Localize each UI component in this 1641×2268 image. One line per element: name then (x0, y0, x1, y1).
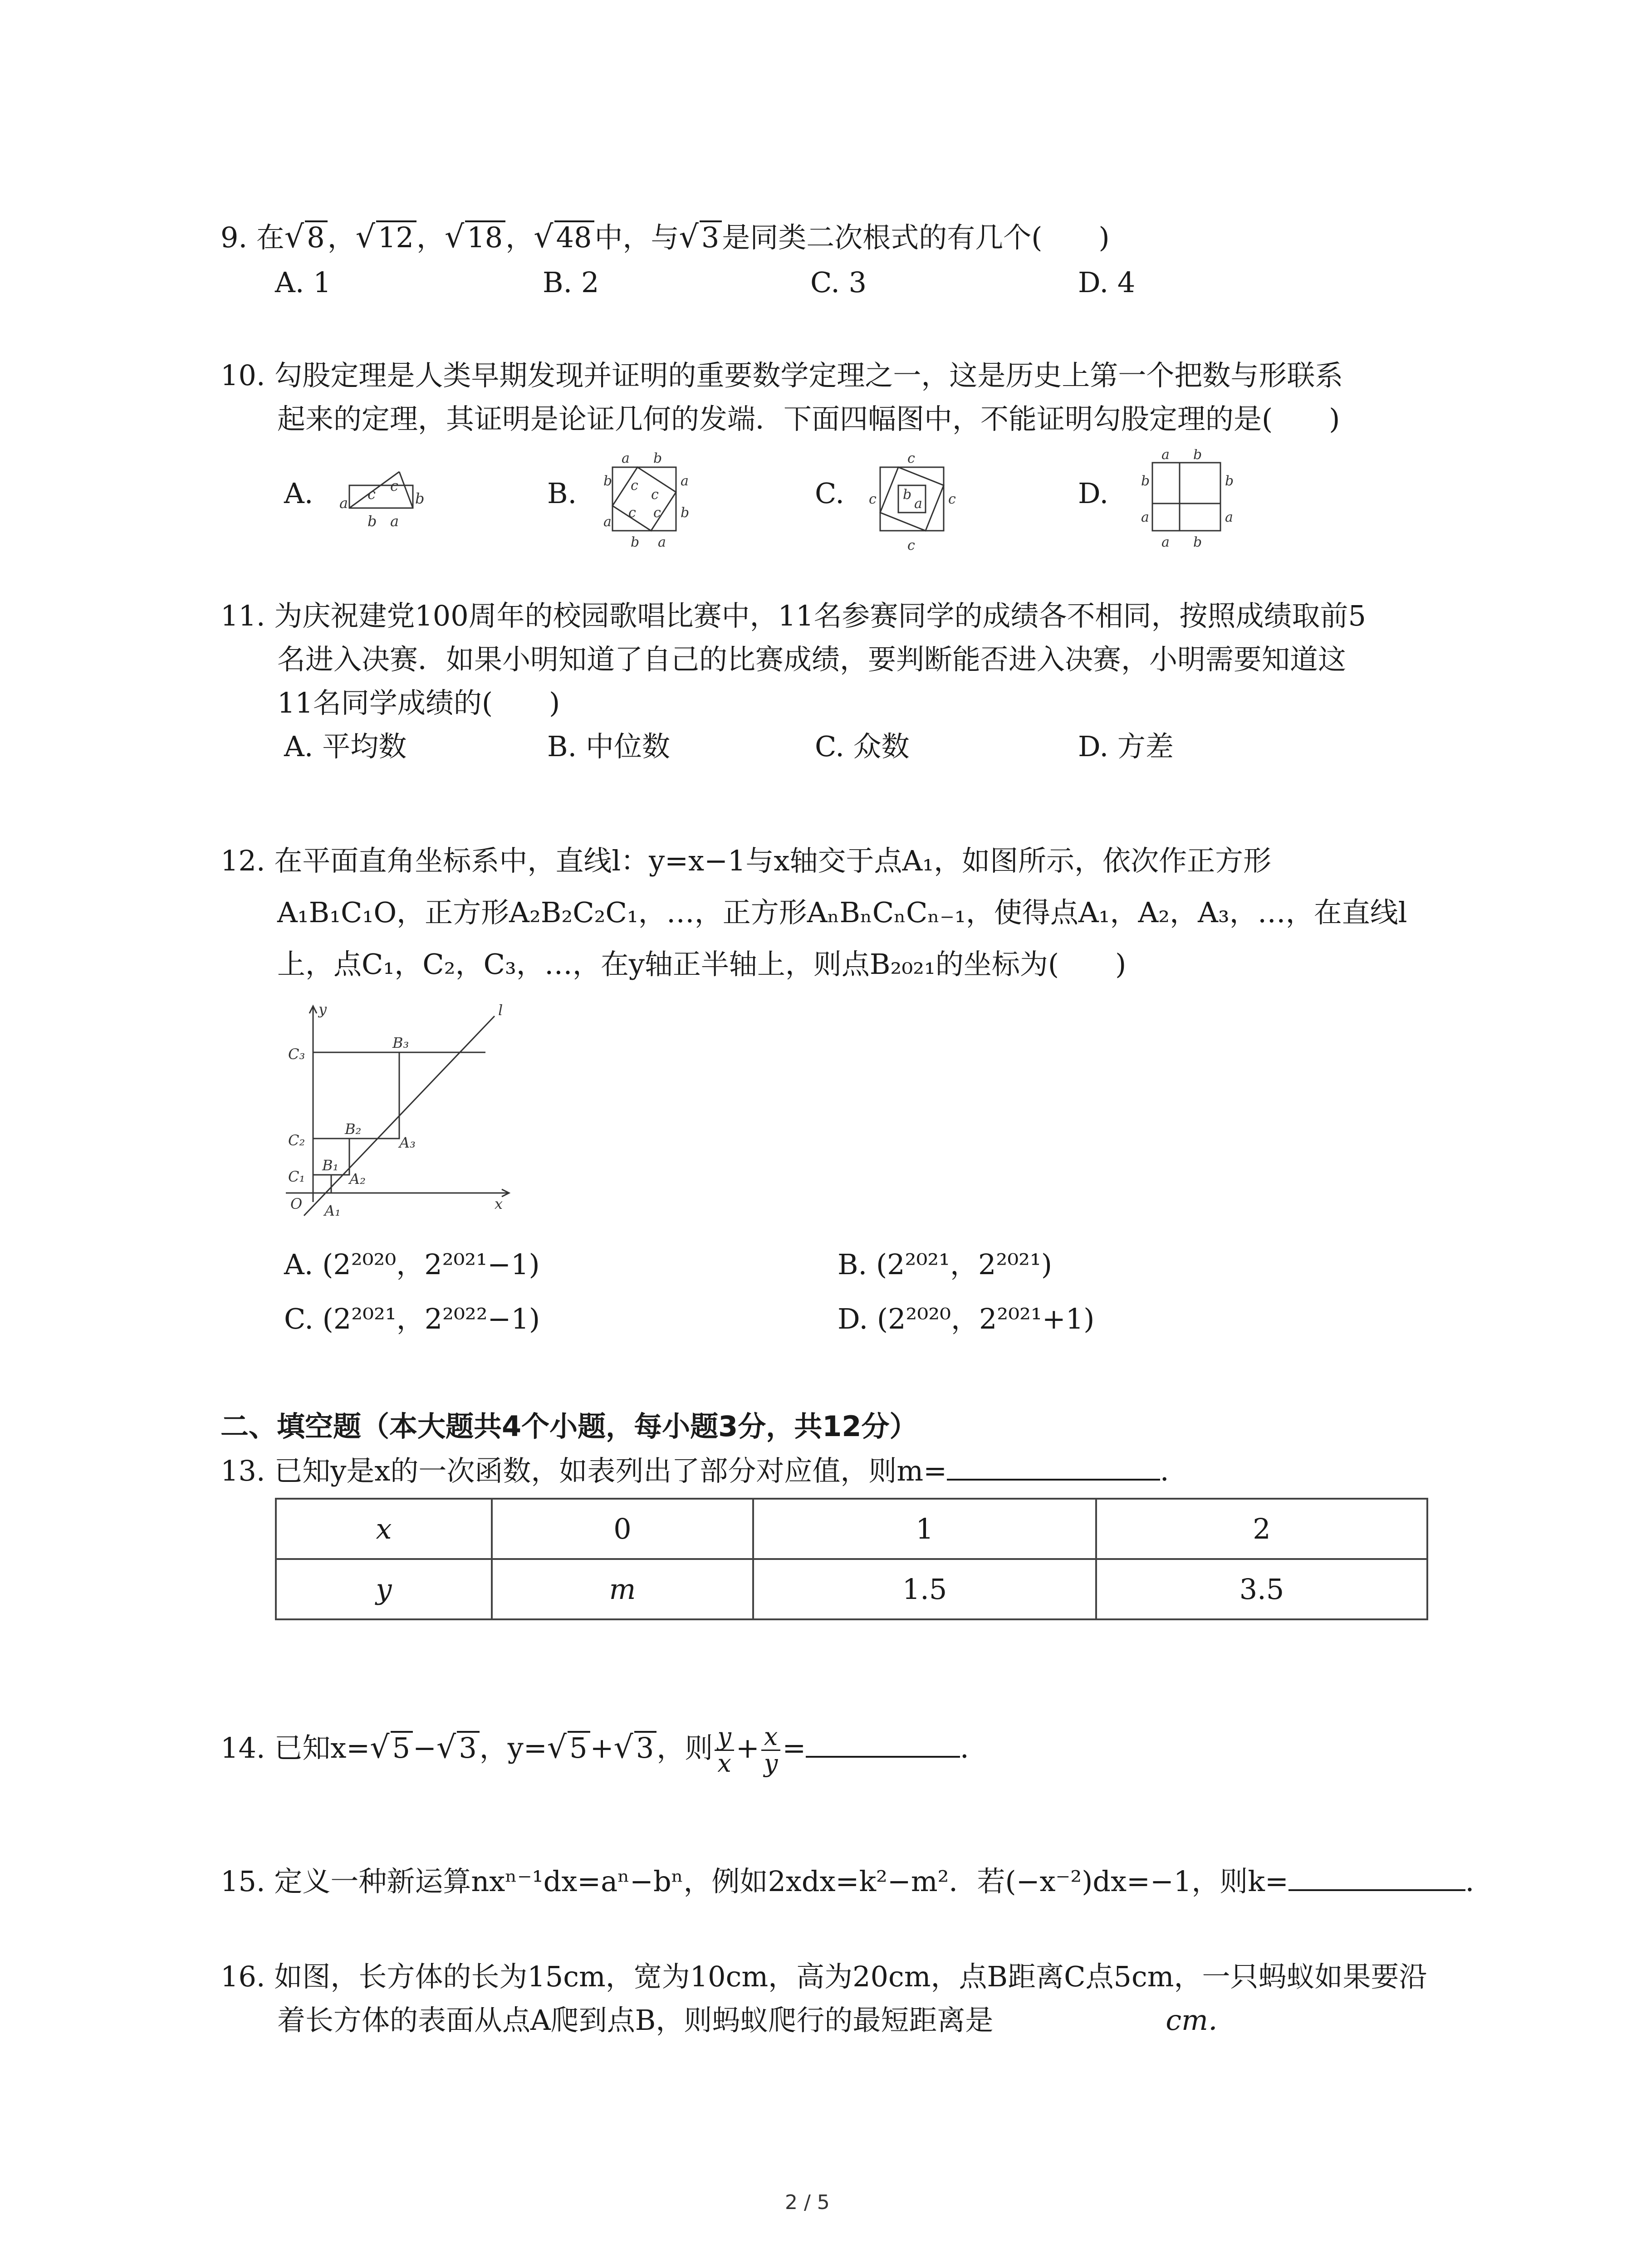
svg-text:C₃: C₃ (288, 1046, 305, 1063)
svg-text:a: a (339, 494, 348, 512)
option-d: D. 4 (1078, 266, 1136, 299)
question-number: 15. (220, 1865, 265, 1898)
question-11: 11. 为庆祝建党100周年的校园歌唱比赛中，11名参赛同学的成绩各不相同，按照成绩取前5 名进入决赛．如果小明知道了自己的比赛成绩，要判断能否进入决赛，小明需要知道这 11名同学成绩的( ) A. 平均数 B. 中位数 C. 众数 D. 方差 (220, 594, 1436, 770)
fraction-x-over-y: $\frac{x}{y}$ (761, 1724, 781, 1777)
option-b: B. (547, 477, 577, 510)
question-14: 14. 已知x=√5−√3，y=√5+√3，则 $\frac{y}{x}$ + $\frac{x}{y}$ = ． (220, 1722, 989, 1778)
question-number: 9. (220, 221, 248, 254)
question-number: 11. (220, 599, 265, 632)
question-number: 12. (220, 844, 265, 877)
svg-text:b: b (903, 487, 912, 503)
svg-text:l: l (498, 1002, 503, 1019)
pythagoras-figure-c (862, 449, 966, 553)
question-9: 9. 在√8，√12，√18，√48中，与√3是同类二次根式的有几个( ) A. 1 B. 2 C. 3 D. 4 (220, 213, 1436, 306)
svg-text:C₂: C₂ (288, 1132, 305, 1149)
option-a: A. (2²⁰²⁰，2²⁰²¹−1) (284, 1248, 540, 1281)
question-12-options (220, 1243, 1436, 1343)
svg-text:B₁: B₁ (322, 1157, 339, 1174)
svg-text:a: a (622, 450, 630, 466)
section-title: 二、填空题（本大题共4个小题，每小题3分，共12分） (220, 1410, 918, 1443)
option-b: B. 中位数 (547, 730, 670, 763)
svg-text:a: a (914, 496, 922, 512)
svg-text:O: O (290, 1195, 303, 1212)
option-d: D. (1078, 477, 1109, 510)
option-c: C. (2²⁰²¹，2²⁰²²−1) (284, 1302, 540, 1335)
svg-text:C₁: C₁ (288, 1168, 305, 1185)
question-12: 12. 在平面直角坐标系中，直线l：y=x−1与x轴交于点A₁，如图所示，依次作正方形 A₁B₁C₁O，正方形A₂B₂C₂C₁，…，正方形AₙBₙCₙCₙ₋₁，使得点A₁，A₂，A₃，…，在直线l 上，点C₁，C₂，C₃，…，在y轴正半轴上，则点B₂₀₂₁的坐标为( ) (220, 844, 1407, 981)
svg-text:A₂: A₂ (349, 1170, 366, 1188)
svg-text:b: b (415, 490, 425, 507)
question-number: 16. (220, 1960, 265, 1993)
svg-text:a: a (390, 513, 399, 530)
svg-text:b: b (631, 534, 640, 550)
svg-text:c: c (907, 450, 915, 466)
svg-text:c: c (948, 491, 956, 507)
svg-text:b: b (1193, 449, 1202, 463)
fraction-y-over-x: $\frac{y}{x}$ (715, 1724, 734, 1777)
figure-labels (288, 1002, 503, 1219)
svg-text:y: y (318, 1002, 327, 1018)
svg-text:B₃: B₃ (392, 1034, 409, 1051)
svg-text:x: x (495, 1195, 503, 1212)
question-13: 13. 已知y是x的一次函数，如表列出了部分对应值，则m= ． (220, 1454, 1189, 1487)
svg-text:A₃: A₃ (399, 1134, 416, 1151)
table-row: x 0 1 2 (276, 1499, 1427, 1559)
pythagoras-figure-b (594, 449, 699, 553)
svg-text:a: a (1161, 534, 1170, 550)
svg-text:c: c (653, 505, 661, 521)
svg-text:a: a (681, 473, 689, 489)
svg-text:B₂: B₂ (345, 1120, 362, 1138)
option-c: C. 众数 (815, 730, 910, 763)
option-d: D. (2²⁰²⁰，2²⁰²¹+1) (838, 1302, 1095, 1335)
svg-text:A₁: A₁ (324, 1202, 341, 1219)
svg-text:a: a (1141, 509, 1149, 525)
svg-text:b: b (1193, 534, 1202, 550)
question-10: 10. 勾股定理是人类早期发现并证明的重要数学定理之一，这是历史上第一个把数与形联系 起来的定理，其证明是论证几何的发端．下面四幅图中，不能证明勾股定理的是( ) (220, 359, 1343, 436)
question-number: 13. (220, 1454, 265, 1487)
svg-text:a: a (603, 514, 612, 530)
coordinate-figure (277, 1002, 531, 1229)
svg-text:c: c (907, 538, 915, 553)
svg-text:c: c (651, 487, 659, 503)
option-a: A. (284, 477, 314, 510)
svg-text:c: c (367, 485, 376, 503)
answer-blank[interactable] (947, 1454, 1160, 1481)
option-a: A. 平均数 (284, 730, 407, 763)
svg-text:c: c (869, 491, 877, 507)
svg-text:b: b (603, 473, 612, 489)
option-c: C. (815, 477, 844, 510)
option-b: B. 2 (543, 266, 599, 299)
question-number: 10. (220, 359, 265, 392)
svg-text:c: c (390, 477, 398, 494)
pythagoras-figure-a (331, 463, 431, 531)
table-row: y m 1.5 3.5 (276, 1559, 1427, 1619)
svg-text:c: c (628, 505, 636, 521)
option-a: A. 1 (275, 266, 331, 299)
question-16: 16. 如图，长方体的长为15cm，宽为10cm，高为20cm，点B距离C点5cm，一只蚂蚁如果要沿 着长方体的表面从点A爬到点B，则蚂蚁爬行的最短距离是 cm． (220, 1960, 1427, 2037)
page-number: 2 / 5 (785, 2191, 830, 2214)
svg-text:a: a (658, 534, 666, 550)
answer-blank[interactable] (806, 1731, 960, 1758)
svg-text:b: b (653, 450, 662, 466)
svg-text:b: b (367, 513, 377, 530)
svg-text:b: b (681, 505, 690, 521)
answer-blank[interactable] (1288, 1864, 1465, 1891)
pythagoras-figure-d (1134, 449, 1239, 553)
question-number: 14. (220, 1731, 265, 1765)
question-15: 15. 定义一种新运算nxⁿ⁻¹dx=aⁿ−bⁿ，例如2xdx=k²−m²．若(−x⁻²)dx=−1，则k= ． (220, 1865, 1494, 1898)
svg-text:c: c (631, 478, 638, 494)
svg-text:b: b (1141, 473, 1150, 489)
value-table (275, 1498, 1428, 1620)
svg-text:b: b (1225, 473, 1234, 489)
option-c: C. 3 (810, 266, 867, 299)
svg-text:a: a (1225, 509, 1233, 525)
option-d: D. 方差 (1078, 730, 1174, 763)
option-b: B. (2²⁰²¹，2²⁰²¹) (838, 1248, 1053, 1281)
svg-text:a: a (1161, 449, 1170, 463)
